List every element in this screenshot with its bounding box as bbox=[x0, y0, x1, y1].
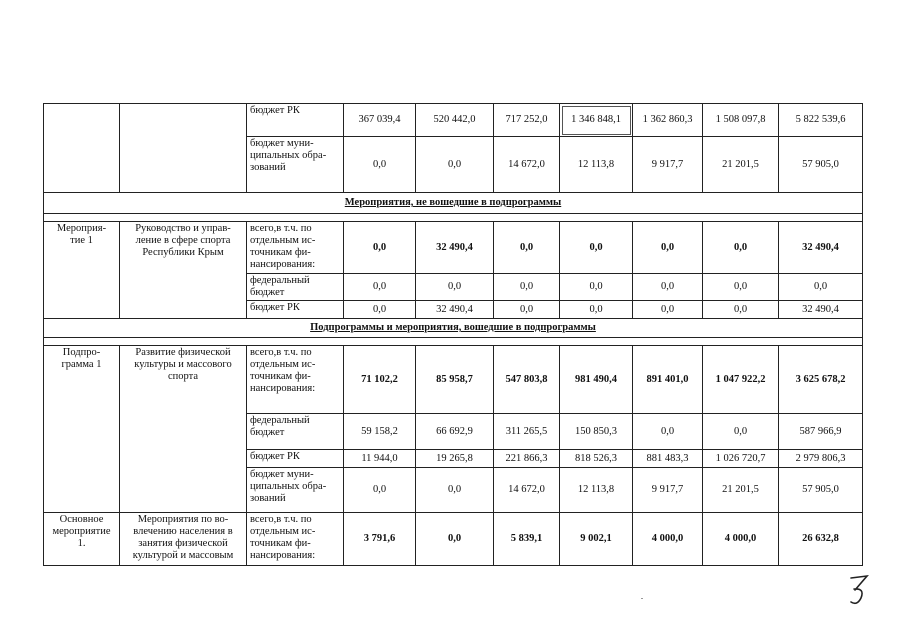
funding-source-cell: бюджет муни- ципальных обра- зований bbox=[247, 468, 344, 513]
amount-cell: 85 958,7 bbox=[416, 346, 494, 414]
table-row bbox=[44, 513, 863, 566]
amount-cell: 5 839,1 bbox=[494, 513, 560, 566]
amount-cell: 57 905,0 bbox=[779, 468, 863, 513]
amount-cell: 1 508 097,8 bbox=[703, 104, 779, 137]
amount-cell: 32 490,4 bbox=[416, 222, 494, 274]
table-row bbox=[44, 346, 863, 414]
amount-cell: 1 346 848,1 bbox=[560, 104, 633, 137]
amount-cell: 0,0 bbox=[633, 222, 703, 274]
amount-cell: 21 201,5 bbox=[703, 137, 779, 193]
amount-cell: 4 000,0 bbox=[703, 513, 779, 566]
amount-cell: 717 252,0 bbox=[494, 104, 560, 137]
amount-cell: 14 672,0 bbox=[494, 137, 560, 193]
funding-source-cell: всего,в т.ч. по отдельным ис- точникам фи- нансирования: bbox=[247, 513, 344, 566]
amount-cell: 32 490,4 bbox=[779, 301, 863, 319]
amount-cell: 5 822 539,6 bbox=[779, 104, 863, 137]
amount-cell: 57 905,0 bbox=[779, 137, 863, 193]
amount-cell: 0,0 bbox=[633, 414, 703, 450]
spacer-row bbox=[44, 338, 863, 346]
spacer-row bbox=[44, 214, 863, 222]
amount-cell: 0,0 bbox=[703, 274, 779, 301]
amount-cell: 881 483,3 bbox=[633, 450, 703, 468]
section-title: Подпрограммы и мероприятия, вошедшие в подпрограммы bbox=[44, 319, 863, 338]
amount-cell: 0,0 bbox=[560, 274, 633, 301]
amount-cell: 9 002,1 bbox=[560, 513, 633, 566]
amount-cell: 0,0 bbox=[779, 274, 863, 301]
amount-cell: 59 158,2 bbox=[344, 414, 416, 450]
amount-cell: 12 113,8 bbox=[560, 137, 633, 193]
amount-cell: 0,0 bbox=[494, 301, 560, 319]
amount-cell: 311 265,5 bbox=[494, 414, 560, 450]
item-code-cell: Основное мероприятие 1. bbox=[44, 513, 120, 566]
amount-cell: 221 866,3 bbox=[494, 450, 560, 468]
amount-cell: 12 113,8 bbox=[560, 468, 633, 513]
funding-source-cell: федеральный бюджет bbox=[247, 414, 344, 450]
scan-speck bbox=[641, 598, 643, 599]
amount-cell: 66 692,9 bbox=[416, 414, 494, 450]
funding-source-cell: бюджет РК bbox=[247, 104, 344, 137]
amount-cell: 520 442,0 bbox=[416, 104, 494, 137]
item-name-cell: Развитие физической культуры и массового спорта bbox=[120, 346, 247, 513]
amount-cell: 367 039,4 bbox=[344, 104, 416, 137]
amount-cell: 818 526,3 bbox=[560, 450, 633, 468]
amount-cell: 0,0 bbox=[344, 137, 416, 193]
table-row bbox=[44, 222, 863, 274]
amount-cell: 0,0 bbox=[416, 274, 494, 301]
amount-cell: 9 917,7 bbox=[633, 137, 703, 193]
amount-cell: 1 362 860,3 bbox=[633, 104, 703, 137]
amount-cell: 0,0 bbox=[703, 414, 779, 450]
funding-source-cell: бюджет РК bbox=[247, 301, 344, 319]
item-name-cell: Руководство и управ- ление в сфере спорта Республики Крым bbox=[120, 222, 247, 319]
amount-cell: 0,0 bbox=[344, 222, 416, 274]
amount-cell: 981 490,4 bbox=[560, 346, 633, 414]
item-name-cell bbox=[120, 104, 247, 193]
funding-source-cell: бюджет РК bbox=[247, 450, 344, 468]
amount-cell: 21 201,5 bbox=[703, 468, 779, 513]
amount-cell: 150 850,3 bbox=[560, 414, 633, 450]
amount-cell: 32 490,4 bbox=[779, 222, 863, 274]
amount-cell: 0,0 bbox=[344, 274, 416, 301]
funding-source-cell: федеральный бюджет bbox=[247, 274, 344, 301]
handwritten-initial bbox=[845, 572, 875, 608]
amount-cell: 32 490,4 bbox=[416, 301, 494, 319]
amount-cell: 19 265,8 bbox=[416, 450, 494, 468]
spacer-cell bbox=[44, 338, 863, 346]
amount-cell: 0,0 bbox=[494, 222, 560, 274]
amount-cell: 547 803,8 bbox=[494, 346, 560, 414]
amount-cell: 0,0 bbox=[416, 137, 494, 193]
amount-cell: 0,0 bbox=[560, 301, 633, 319]
amount-cell: 0,0 bbox=[344, 468, 416, 513]
amount-cell: 0,0 bbox=[703, 222, 779, 274]
amount-cell: 3 625 678,2 bbox=[779, 346, 863, 414]
amount-cell: 587 966,9 bbox=[779, 414, 863, 450]
amount-cell: 71 102,2 bbox=[344, 346, 416, 414]
section-header-row bbox=[44, 319, 863, 338]
budget-table-body bbox=[44, 104, 863, 566]
amount-cell: 891 401,0 bbox=[633, 346, 703, 414]
funding-source-cell: всего,в т.ч. по отдельным ис- точникам фи- нансирования: bbox=[247, 346, 344, 414]
section-header-row bbox=[44, 193, 863, 214]
table-row bbox=[44, 104, 863, 137]
amount-cell: 2 979 806,3 bbox=[779, 450, 863, 468]
amount-cell: 0,0 bbox=[494, 274, 560, 301]
amount-cell: 4 000,0 bbox=[633, 513, 703, 566]
amount-cell: 1 047 922,2 bbox=[703, 346, 779, 414]
amount-cell: 0,0 bbox=[344, 301, 416, 319]
funding-source-cell: бюджет муни- ципальных обра- зований bbox=[247, 137, 344, 193]
funding-source-cell: всего,в т.ч. по отдельным ис- точникам фи- нансирования: bbox=[247, 222, 344, 274]
amount-cell: 0,0 bbox=[633, 274, 703, 301]
item-code-cell bbox=[44, 104, 120, 193]
amount-cell: 14 672,0 bbox=[494, 468, 560, 513]
amount-cell: 0,0 bbox=[633, 301, 703, 319]
amount-cell: 0,0 bbox=[416, 513, 494, 566]
item-code-cell: Мероприя- тие 1 bbox=[44, 222, 120, 319]
amount-cell: 0,0 bbox=[703, 301, 779, 319]
amount-cell: 3 791,6 bbox=[344, 513, 416, 566]
amount-cell: 9 917,7 bbox=[633, 468, 703, 513]
spacer-cell bbox=[44, 214, 863, 222]
section-title: Мероприятия, не вошедшие в подпрограммы bbox=[44, 193, 863, 214]
item-code-cell: Подпро- грамма 1 bbox=[44, 346, 120, 513]
amount-cell: 0,0 bbox=[416, 468, 494, 513]
amount-cell: 0,0 bbox=[560, 222, 633, 274]
budget-table bbox=[43, 103, 863, 566]
item-name-cell: Мероприятия по во- влечению населения в занятия физической культурой и массовым bbox=[120, 513, 247, 566]
amount-cell: 26 632,8 bbox=[779, 513, 863, 566]
amount-cell: 11 944,0 bbox=[344, 450, 416, 468]
amount-cell: 1 026 720,7 bbox=[703, 450, 779, 468]
